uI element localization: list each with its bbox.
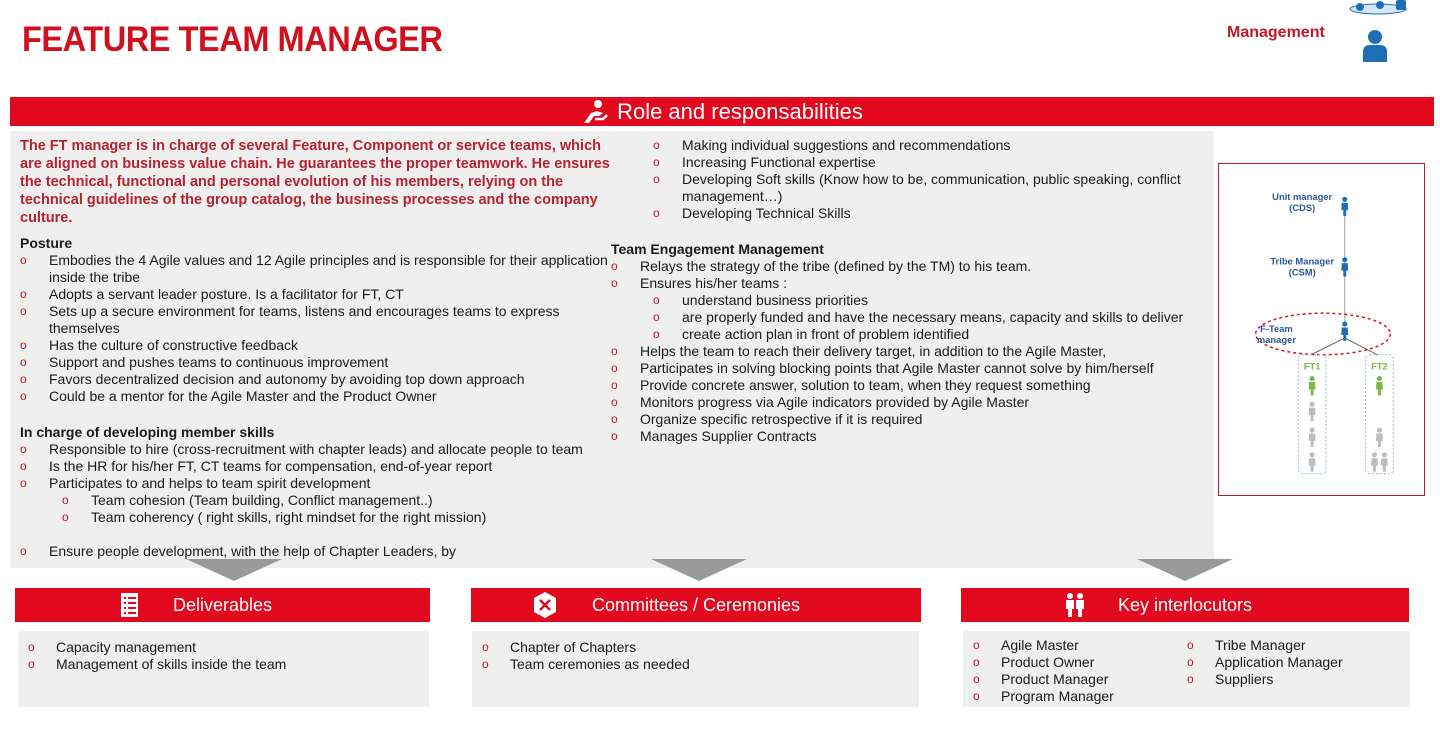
list-item: o Making individual suggestions and recommendations	[611, 137, 1201, 154]
ft1-member-icon	[1309, 402, 1316, 421]
interlocutors-panel	[963, 631, 1410, 707]
list-item: o Provide concrete answer, solution to team, when they request something	[611, 377, 1201, 394]
committees-header	[471, 588, 921, 622]
engagement-sub-list	[611, 292, 1201, 343]
list-item: o Is the HR for his/her FT, CT teams for compensation, end-of-year report	[20, 458, 610, 475]
fteam-manager-label: F-Team	[1260, 322, 1293, 334]
posture-heading: Posture	[20, 235, 73, 251]
ft2-member-icon	[1376, 427, 1383, 446]
ft2-lead-person-icon	[1376, 376, 1383, 395]
list-item: o create action plan in front of problem identified	[611, 326, 1201, 343]
list-item: o Ensures his/her teams :	[611, 275, 1201, 292]
ft2-team-box	[1366, 355, 1394, 474]
list-item: o Product Owner	[963, 654, 1173, 671]
ft1-lead-person-icon	[1309, 376, 1316, 395]
document-list-icon	[115, 591, 143, 619]
list-item: o Helps the team to reach their delivery target, in addition to the Agile Master,	[611, 343, 1201, 360]
unit-manager-person-icon	[1341, 197, 1348, 216]
list-item: o Responsible to hire (cross-recruitment with chapter leads) and allocate people to team	[20, 441, 610, 458]
ft2-member-icon	[1381, 452, 1388, 471]
interlocutors-list-1	[963, 637, 1173, 705]
fteam-manager-sub: manager	[1256, 333, 1297, 345]
interlocutors-title: Key interlocutors	[1117, 594, 1253, 615]
list-item: o Sets up a secure environment for teams, listens and encourages teams to express themselves	[20, 303, 610, 337]
handshake-person-icon	[581, 99, 611, 125]
list-item: o Team ceremonies as needed	[472, 656, 919, 673]
tribe-manager-person-icon	[1341, 257, 1348, 276]
list-item: o Embodies the 4 Agile values and 12 Agile principles and is responsible for their application inside the tribe	[20, 252, 610, 286]
list-item: o Monitors progress via Agile indicators provided by Agile Master	[611, 394, 1201, 411]
list-item: o Team cohesion (Team building, Conflict management..)	[20, 492, 610, 509]
role-banner	[10, 97, 1434, 126]
down-arrow-deliverables	[186, 559, 282, 581]
org-diagram	[1218, 163, 1425, 496]
list-item: o Favors decentralized decision and autonomy by avoiding top down approach	[20, 371, 610, 388]
ft1-member-icon	[1309, 452, 1316, 471]
list-item: o Product Manager	[963, 671, 1173, 688]
list-item: o are properly funded and have the necessary means, capacity and skills to deliver	[611, 309, 1201, 326]
list-item: o Program Manager	[963, 688, 1173, 705]
list-item: o Developing Soft skills (Know how to be, communication, public speaking, conflict management…)	[611, 171, 1201, 205]
posture-list	[20, 252, 610, 405]
committees-panel	[472, 631, 919, 707]
down-arrow-interlocutors	[1137, 559, 1233, 581]
unit-manager-sub: (CDS)	[1289, 202, 1316, 214]
development-list	[611, 137, 1201, 222]
engagement-list-a	[611, 258, 1201, 292]
ft2-member-icon	[1371, 452, 1378, 471]
list-item: o Relays the strategy of the tribe (defined by the TM) to his team.	[611, 258, 1201, 275]
interlocutors-list-2	[1177, 637, 1407, 688]
engagement-list-b	[611, 343, 1201, 445]
list-item: o Ensure people development, with the help of Chapter Leaders, by	[20, 543, 610, 560]
role-intro: The FT manager is in charge of several Feature, Component or service teams, which are aligned on business value chain. He guarantees the proper teamwork. He ensures the technical, functional and personal evolution of his members, relying on the technical guidelines of the group catalog, the business processes and the company culture.	[20, 138, 610, 226]
category-label: Management	[1227, 24, 1325, 41]
people-icon	[1061, 591, 1089, 619]
list-item: o Participates in solving blocking points that Agile Master cannot solve by him/herself	[611, 360, 1201, 377]
list-item: o Team coherency ( right skills, right mindset for the right mission)	[20, 509, 610, 526]
ft1-member-icon	[1309, 427, 1316, 446]
deliverables-header	[15, 588, 430, 622]
deliverables-title: Deliverables	[172, 594, 273, 615]
list-item: o Organize specific retrospective if it is required	[611, 411, 1201, 428]
role-banner-title: Role and responsabilities	[617, 98, 863, 124]
list-item: o Support and pushes teams to continuous improvement	[20, 354, 610, 371]
tribe-manager-sub: (CSM)	[1288, 266, 1316, 278]
deliverables-panel	[18, 631, 429, 707]
list-item: o Could be a mentor for the Agile Master and the Product Owner	[20, 388, 610, 405]
list-item: o Application Manager	[1177, 654, 1407, 671]
list-item: o Agile Master	[963, 637, 1173, 654]
ft1-label: FT1	[1303, 360, 1321, 372]
engagement-heading: Team Engagement Management	[611, 241, 824, 257]
list-item: o Capacity management	[18, 639, 429, 656]
skills-last-list	[20, 543, 610, 560]
skills-list	[20, 441, 610, 492]
fteam-manager-person-icon	[1341, 321, 1348, 340]
list-item: o Suppliers	[1177, 671, 1407, 688]
list-item: o Has the culture of constructive feedback	[20, 337, 610, 354]
role-left-column	[20, 137, 610, 560]
role-right-column	[611, 137, 1201, 445]
list-item: o understand business priorities	[611, 292, 1201, 309]
manager-person-icon	[1342, 0, 1412, 64]
list-item: o Developing Technical Skills	[611, 205, 1201, 222]
list-item: o Management of skills inside the team	[18, 656, 429, 673]
list-item: o Chapter of Chapters	[472, 639, 919, 656]
down-arrow-committees	[651, 559, 747, 581]
committees-list	[472, 639, 919, 673]
list-item: o Tribe Manager	[1177, 637, 1407, 654]
ft2-label: FT2	[1371, 360, 1388, 372]
interlocutors-header	[961, 588, 1409, 622]
list-item: o Manages Supplier Contracts	[611, 428, 1201, 445]
page-title: FEATURE TEAM MANAGER	[22, 20, 443, 59]
list-item: o Participates to and helps to team spirit development	[20, 475, 610, 492]
skills-heading: In charge of developing member skills	[20, 424, 275, 440]
committees-title: Committees / Ceremonies	[591, 594, 801, 615]
unit-manager-label: Unit manager	[1272, 191, 1333, 203]
deliverables-list	[18, 639, 429, 673]
tribe-manager-label: Tribe Manager	[1270, 255, 1335, 267]
list-item: o Increasing Functional expertise	[611, 154, 1201, 171]
list-item: o Adopts a servant leader posture. Is a facilitator for FT, CT	[20, 286, 610, 303]
tools-icon	[531, 591, 559, 619]
skills-sub-list	[20, 492, 610, 526]
